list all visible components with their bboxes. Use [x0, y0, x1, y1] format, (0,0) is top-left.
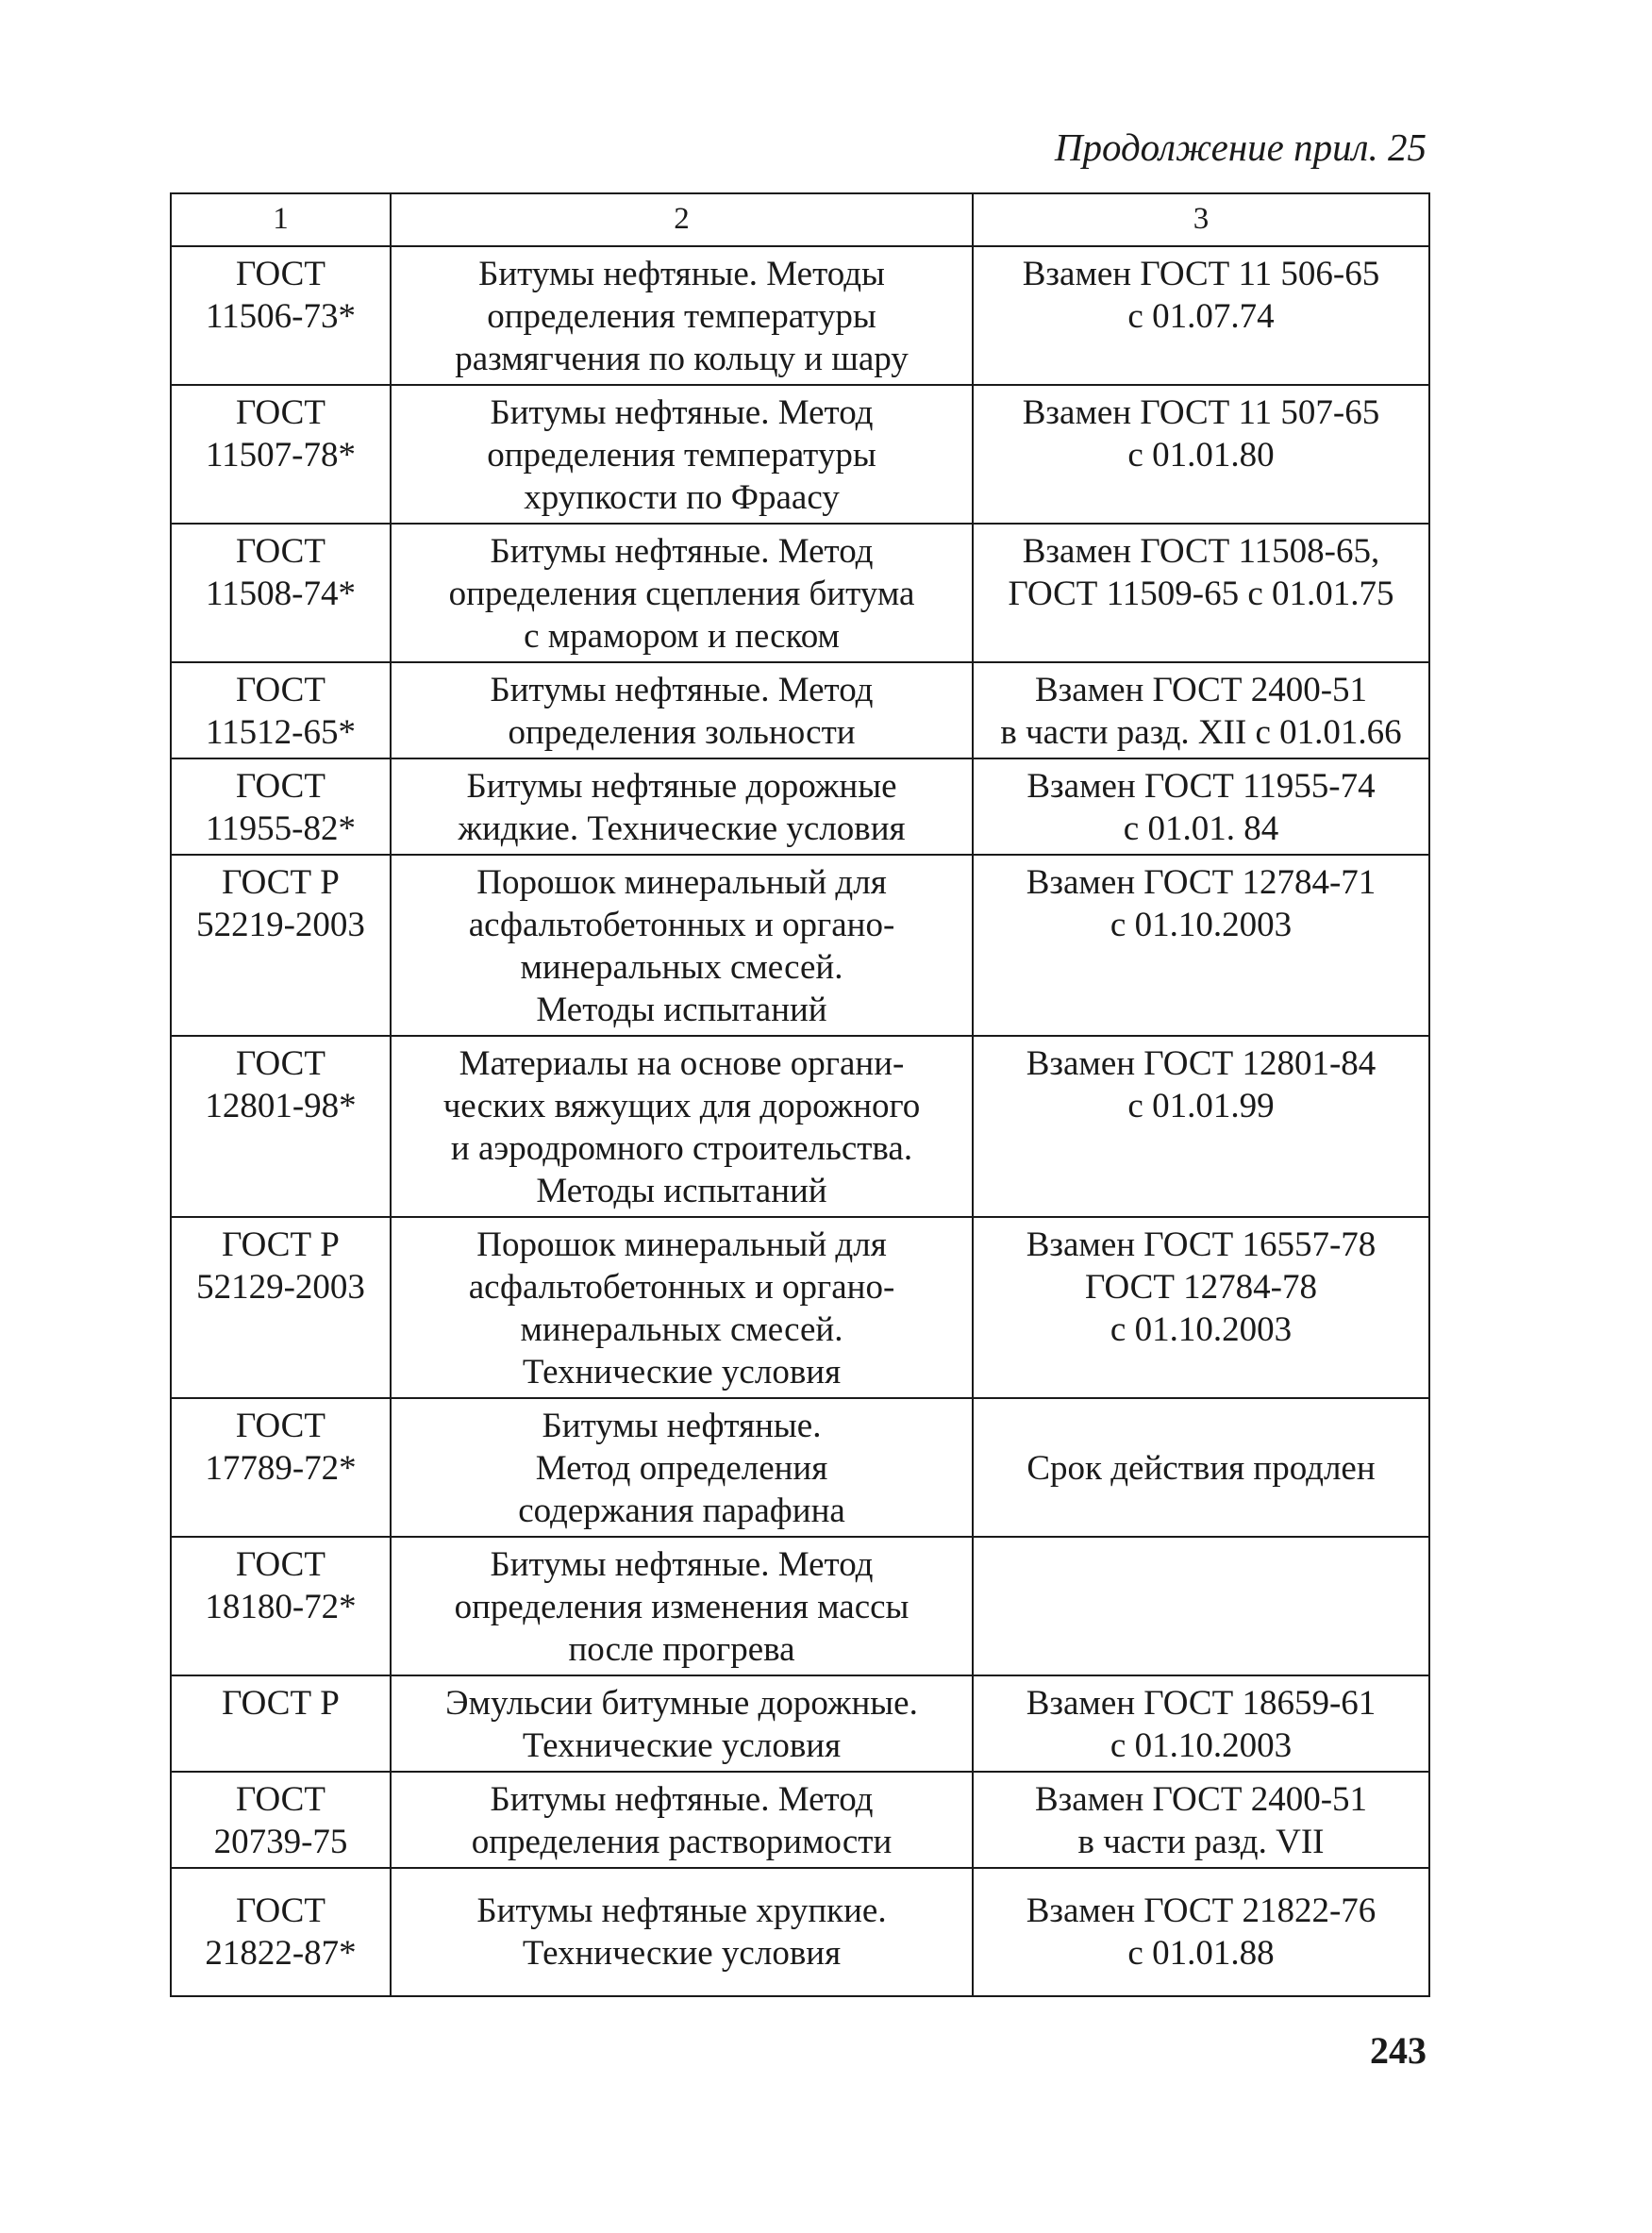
standard-note: Взамен ГОСТ 2400-51 в части разд. VII	[973, 1772, 1429, 1868]
standard-note: Взамен ГОСТ 11 507-65 с 01.01.80	[973, 385, 1429, 524]
standard-note: Взамен ГОСТ 18659-61 с 01.10.2003	[973, 1675, 1429, 1772]
standard-note: Взамен ГОСТ 2400-51 в части разд. XII с 01.01.66	[973, 662, 1429, 758]
column-header-1: 1	[171, 193, 391, 246]
column-header-3: 3	[973, 193, 1429, 246]
table-header	[171, 193, 1429, 246]
standard-title: Битумы нефтяные. Метод определения растворимости	[391, 1772, 973, 1868]
standard-title: Эмульсии битумные дорожные. Технические условия	[391, 1675, 973, 1772]
standard-designation: ГОСТ 11512-65*	[171, 662, 391, 758]
header-row	[171, 193, 1429, 246]
standard-designation: ГОСТ Р 52129-2003	[171, 1217, 391, 1398]
table-row	[171, 1217, 1429, 1398]
table-row	[171, 1772, 1429, 1868]
column-header-2: 2	[391, 193, 973, 246]
standard-note: Взамен ГОСТ 11 506-65 с 01.07.74	[973, 246, 1429, 385]
standard-note: Взамен ГОСТ 21822-76 с 01.01.88	[973, 1868, 1429, 1996]
standard-designation: ГОСТ 11508-74*	[171, 524, 391, 662]
table-row	[171, 758, 1429, 855]
table-continuation-caption: Продолжение прил. 25	[1054, 125, 1427, 169]
standard-title: Битумы нефтяные. Метод определения содержания парафина	[391, 1398, 973, 1537]
standard-note: Взамен ГОСТ 16557-78 ГОСТ 12784-78 с 01.10.2003	[973, 1217, 1429, 1398]
table-row	[171, 1537, 1429, 1675]
standard-note: Срок действия продлен	[973, 1398, 1429, 1537]
page-number: 243	[1370, 2029, 1427, 2072]
standard-designation: ГОСТ 18180-72*	[171, 1537, 391, 1675]
standard-title: Порошок минеральный для асфальтобетонных и органо- минеральных смесей. Технические условия	[391, 1217, 973, 1398]
table-row	[171, 385, 1429, 524]
standards-table	[170, 192, 1430, 1997]
table-row	[171, 855, 1429, 1036]
standard-title: Битумы нефтяные. Метод определения изменения массы после прогрева	[391, 1537, 973, 1675]
standard-title: Битумы нефтяные дорожные жидкие. Технические условия	[391, 758, 973, 855]
standard-title: Битумы нефтяные. Методы определения температуры размягчения по кольцу и шару	[391, 246, 973, 385]
standard-designation: ГОСТ 11507-78*	[171, 385, 391, 524]
table-row	[171, 662, 1429, 758]
standard-title: Битумы нефтяные. Метод определения зольности	[391, 662, 973, 758]
standard-designation: ГОСТ 11506-73*	[171, 246, 391, 385]
standard-designation: ГОСТ 12801-98*	[171, 1036, 391, 1217]
standard-title: Битумы нефтяные. Метод определения температуры хрупкости по Фраасу	[391, 385, 973, 524]
standard-designation: ГОСТ 21822-87*	[171, 1868, 391, 1996]
standard-note: Взамен ГОСТ 11508-65, ГОСТ 11509-65 с 01.01.75	[973, 524, 1429, 662]
table-row	[171, 1868, 1429, 1996]
table-body	[171, 246, 1429, 1996]
standard-designation: ГОСТ Р 52219-2003	[171, 855, 391, 1036]
standard-title: Битумы нефтяные. Метод определения сцепления битума с мрамором и песком	[391, 524, 973, 662]
table-row	[171, 246, 1429, 385]
standard-note: Взамен ГОСТ 11955-74 с 01.01. 84	[973, 758, 1429, 855]
table-row	[171, 524, 1429, 662]
standard-note: Взамен ГОСТ 12801-84 с 01.01.99	[973, 1036, 1429, 1217]
table-row	[171, 1675, 1429, 1772]
standard-title: Материалы на основе органи- ческих вяжущих для дорожного и аэродромного строительства. Методы испытаний	[391, 1036, 973, 1217]
standard-note	[973, 1537, 1429, 1675]
table-row	[171, 1398, 1429, 1537]
table-row	[171, 1036, 1429, 1217]
standard-designation: ГОСТ Р	[171, 1675, 391, 1772]
standard-designation: ГОСТ 17789-72*	[171, 1398, 391, 1537]
standard-title: Битумы нефтяные хрупкие. Технические условия	[391, 1868, 973, 1996]
standard-note: Взамен ГОСТ 12784-71 с 01.10.2003	[973, 855, 1429, 1036]
standard-designation: ГОСТ 20739-75	[171, 1772, 391, 1868]
standard-title: Порошок минеральный для асфальтобетонных и органо- минеральных смесей. Методы испытаний	[391, 855, 973, 1036]
standard-designation: ГОСТ 11955-82*	[171, 758, 391, 855]
